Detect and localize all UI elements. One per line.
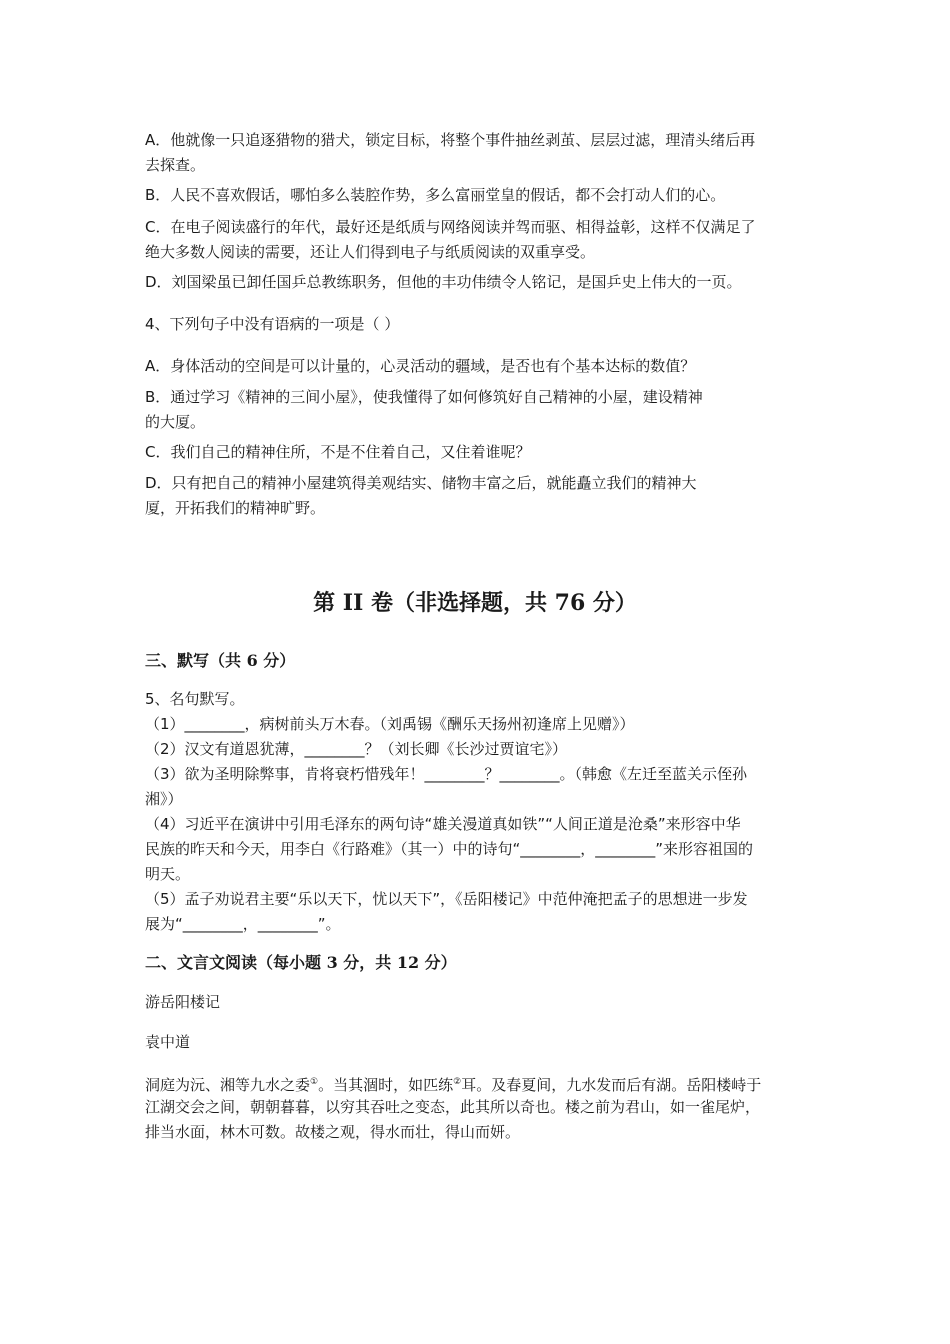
- q3-option-a-line2: 去探查。: [145, 156, 206, 174]
- q5-item-1: （1）________，病树前头万木春。（刘禹锡《酬乐天扬州初逢席上见赠》）: [145, 715, 635, 733]
- footnote-marker-1: ①: [310, 1077, 319, 1087]
- section2-title: 二、文言文阅读（每小题 3 分，共 12 分）: [145, 953, 457, 972]
- q4-option-d-line1: D．只有把自己的精神小屋建筑得美观结实、储物丰富之后，就能矗立我们的精神大: [145, 474, 697, 492]
- q5-item-3-line1: （3）欲为圣明除弊事，肯将衰朽惜残年！________？________。（韩愈《左迁至蓝关示侄孙: [145, 765, 748, 783]
- essay-author: 袁中道: [145, 1033, 191, 1051]
- essay-text-segment: 。当其涸时，如匹练: [318, 1076, 454, 1094]
- q5-item-3-line2: 湘》）: [145, 790, 183, 808]
- q5-item-5-line2: 展为“________，________”。: [145, 915, 341, 933]
- essay-text-segment: 耳。及春夏间，九水发而后有湖。岳阳楼峙于: [461, 1076, 762, 1094]
- essay-title: 游岳阳楼记: [145, 993, 221, 1011]
- essay-paragraph-line2: 江湖交会之间，朝朝暮暮，以穷其吞吐之变态，此其所以奇也。楼之前为君山，如一雀尾炉，: [145, 1098, 761, 1116]
- q3-option-d: D．刘国梁虽已卸任国乒总教练职务，但他的丰功伟绩令人铭记，是国乒史上伟大的一页。: [145, 273, 742, 291]
- footnote-marker-2: ②: [453, 1077, 462, 1087]
- q4-option-d-line2: 厦，开拓我们的精神旷野。: [145, 499, 326, 517]
- q4-option-b-line1: B．通过学习《精神的三间小屋》，使我懂得了如何修筑好自己精神的小屋，建设精神: [145, 388, 703, 406]
- essay-paragraph-line1: [145, 1071, 761, 1096]
- q5-item-4-line2: 民族的昨天和今天，用李白《行路难》（其一）中的诗句“________，________”来形容祖国的: [145, 840, 754, 858]
- q3-option-c-line1: C．在电子阅读盛行的年代，最好还是纸质与网络阅读并驾而驱、相得益彰，这样不仅满足了: [145, 218, 756, 236]
- q5-item-5-line1: （5）孟子劝说君主要“乐以天下，忧以天下”，《岳阳楼记》中范仲淹把孟子的思想进一步发: [145, 890, 748, 908]
- q4-stem: 4、下列句子中没有语病的一项是（ ）: [145, 315, 400, 333]
- essay-text-segment: 洞庭为沅、湘等九水之委: [145, 1076, 311, 1094]
- q4-option-c: C．我们自己的精神住所，不是不住着自己，又住着谁呢？: [145, 443, 531, 461]
- part2-title: 第 II 卷（非选择题，共 76 分）: [313, 590, 637, 616]
- q4-option-b-line2: 的大厦。: [145, 413, 206, 431]
- q4-option-a: A．身体活动的空间是可以计量的，心灵活动的疆域，是否也有个基本达标的数值？: [145, 357, 696, 375]
- q5-item-2: （2）汉文有道恩犹薄，________？（刘长卿《长沙过贾谊宅》）: [145, 740, 568, 758]
- section3-title: 三、默写（共 6 分）: [145, 651, 296, 670]
- essay-paragraph-line3: 排当水面，林木可数。故楼之观，得水而壮，得山而妍。: [145, 1123, 521, 1141]
- q5-item-4-line3: 明天。: [145, 865, 191, 883]
- q5-stem: 5、名句默写。: [145, 690, 245, 708]
- q3-option-c-line2: 绝大多数人阅读的需要，还让人们得到电子与纸质阅读的双重享受。: [145, 243, 596, 261]
- q3-option-b: B．人民不喜欢假话，哪怕多么装腔作势，多么富丽堂皇的假话，都不会打动人们的心。: [145, 186, 726, 204]
- q5-item-4-line1: （4）习近平在演讲中引用毛泽东的两句诗“雄关漫道真如铁”“人间正道是沧桑”来形容中华: [145, 815, 741, 833]
- q3-option-a-line1: A．他就像一只追逐猎物的猎犬，锁定目标，将整个事件抽丝剥茧、层层过滤，理清头绪后再: [145, 131, 756, 149]
